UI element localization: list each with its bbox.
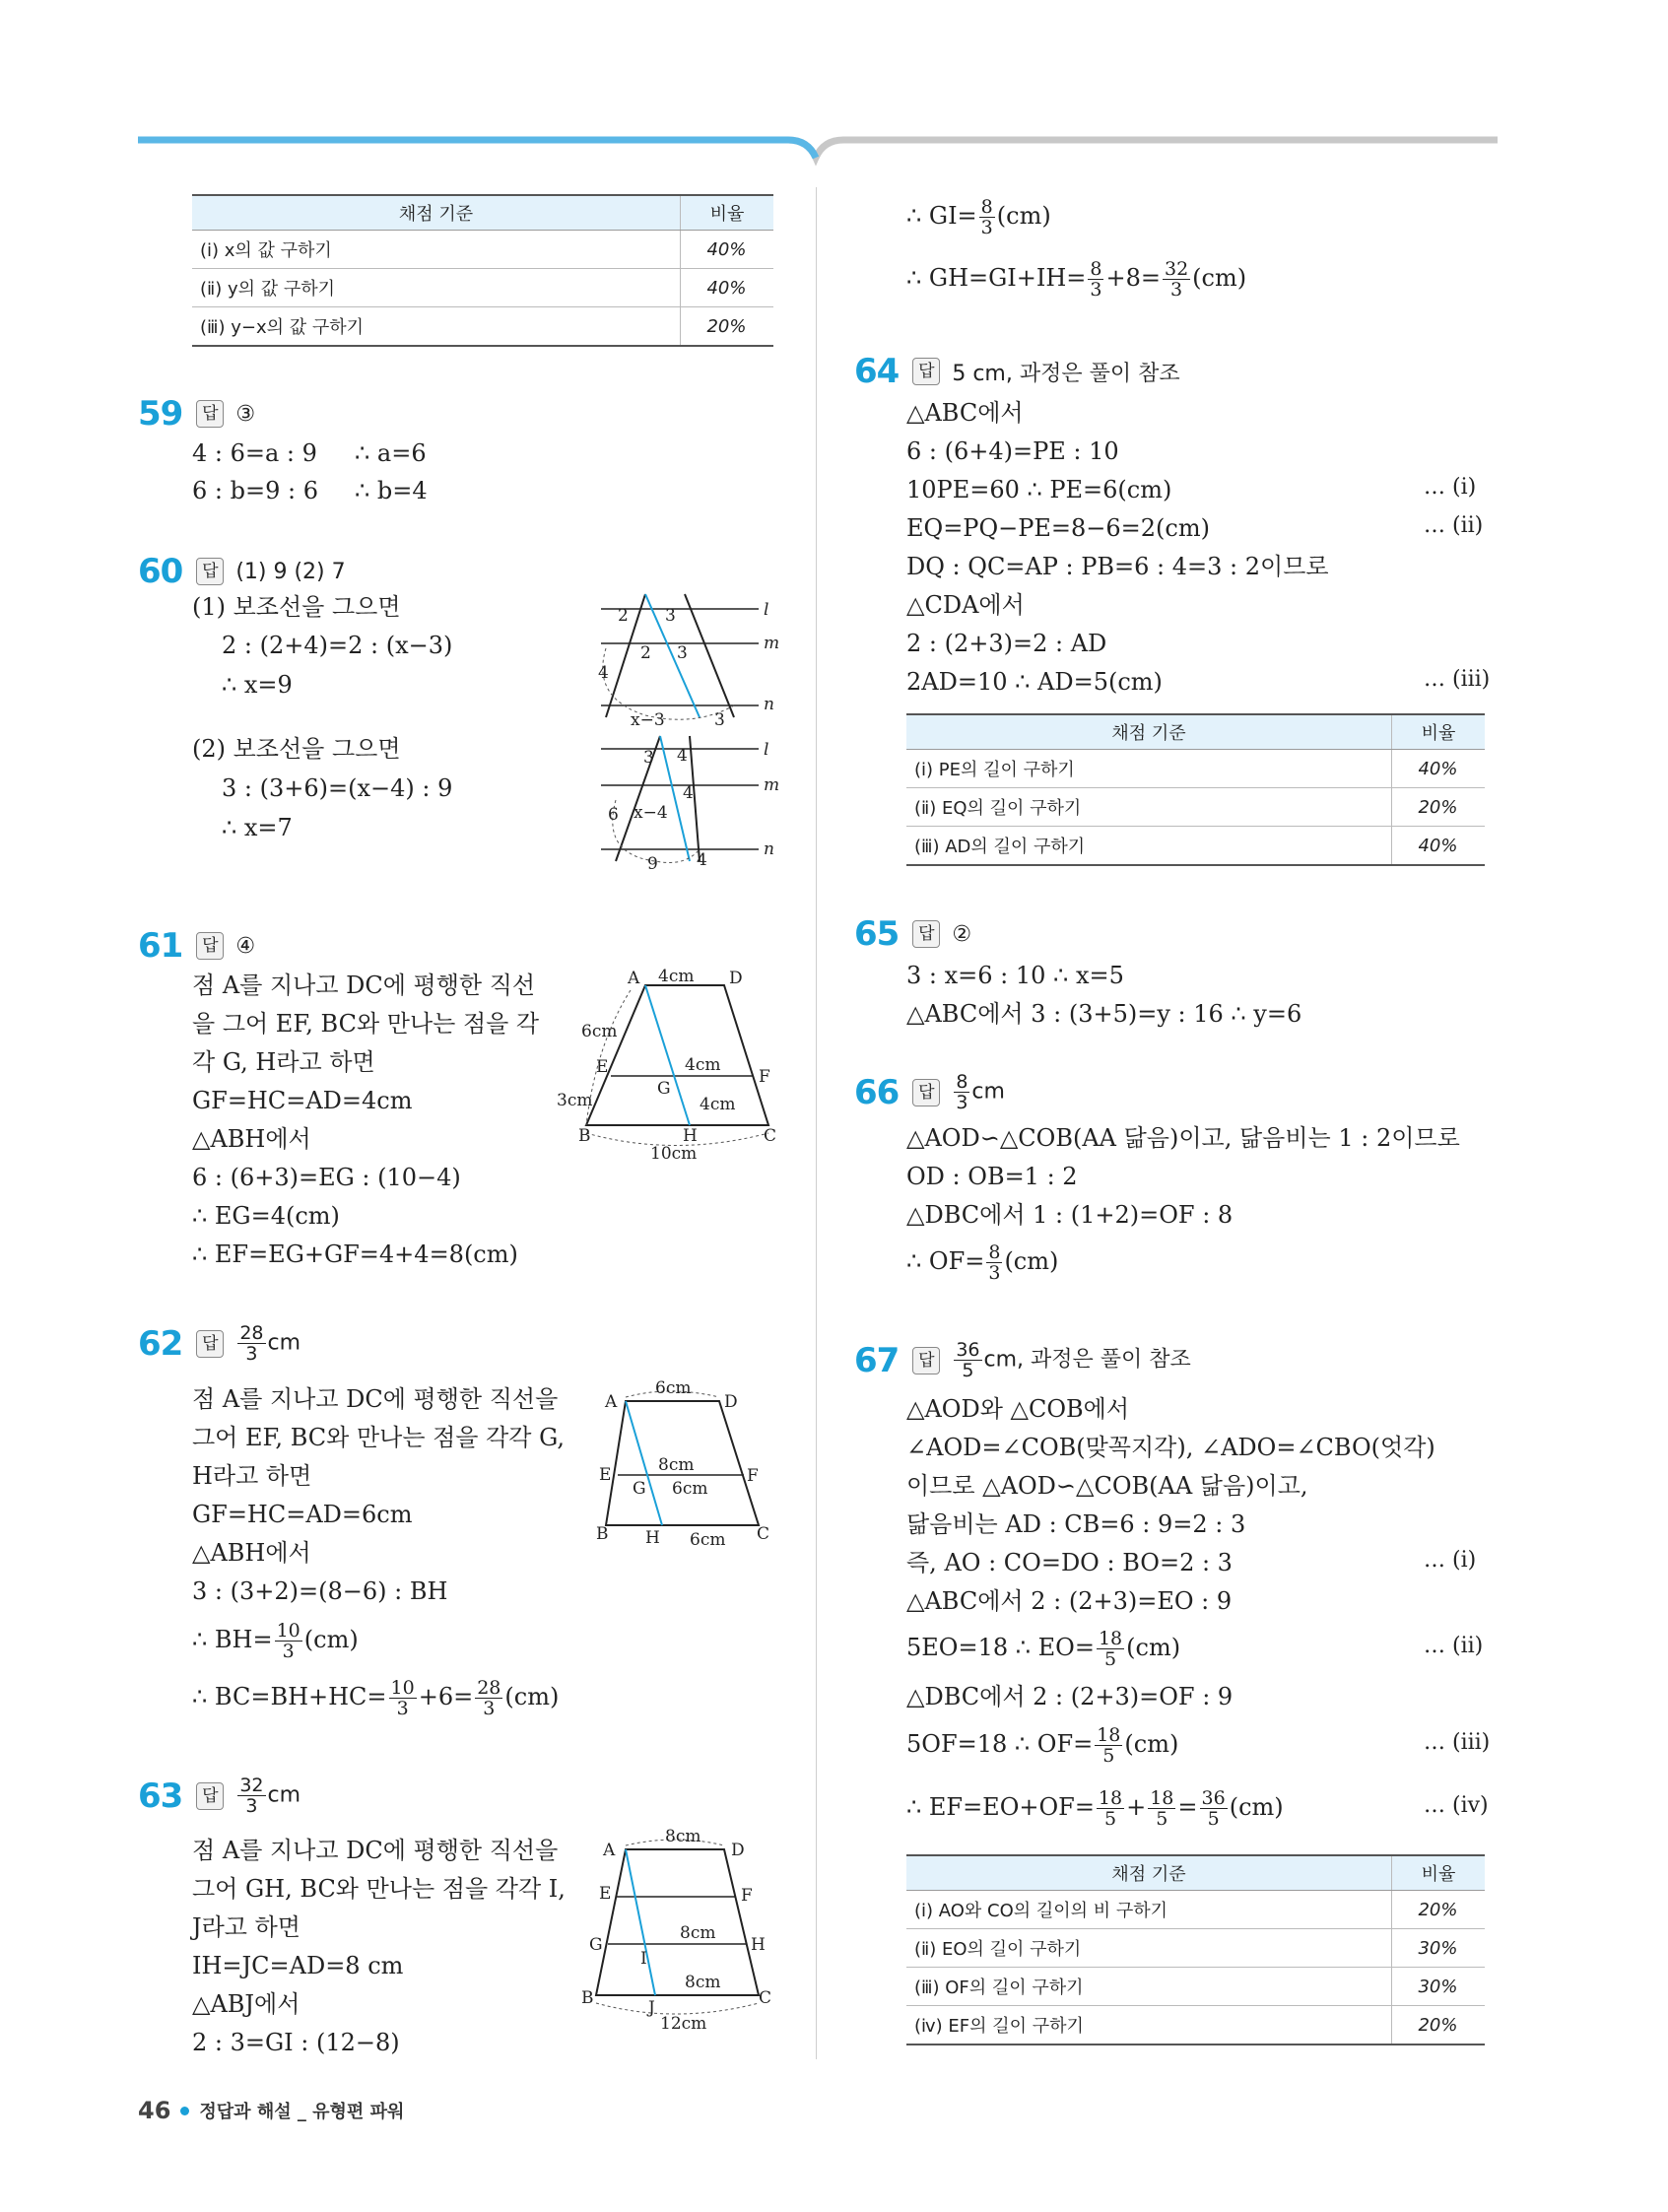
- solution-line: J라고 하면: [192, 1913, 300, 1941]
- svg-text:D: D: [724, 1392, 738, 1412]
- problem-61-header: [138, 926, 255, 966]
- table-header: 채점 기준: [192, 195, 681, 231]
- page-number: 46: [138, 2097, 171, 2124]
- solution-line: △AOD와 △COB에서: [906, 1395, 1130, 1423]
- svg-text:4: 4: [697, 850, 707, 869]
- solution-line: △ABH에서: [192, 1125, 311, 1153]
- svg-text:4cm: 4cm: [658, 967, 695, 986]
- svg-text:A: A: [605, 1392, 618, 1412]
- table-header: 비율: [1392, 1855, 1486, 1891]
- svg-text:A: A: [603, 1841, 616, 1860]
- problem-number: 64: [854, 352, 900, 391]
- svg-text:8cm: 8cm: [665, 1828, 701, 1846]
- table-row: (ⅲ) OF의 길이 구하기 30%: [906, 1968, 1485, 2006]
- table-row: (ⅲ) AD의 길이 구하기 40%: [906, 827, 1485, 866]
- solution-line: ∴ b=4: [355, 477, 428, 504]
- svg-text:x−3: x−3: [631, 710, 665, 727]
- problem-number: 63: [138, 1776, 183, 1816]
- step-mark: … (ⅲ): [1424, 667, 1491, 692]
- step-mark: … (ⅰ): [1424, 1548, 1477, 1573]
- solution-line: △AOD∽△COB(AA 닮음)이고, 닮음비는 1 : 2이므로: [906, 1124, 1460, 1152]
- svg-text:2: 2: [618, 606, 629, 626]
- solution-line: △DBC에서 1 : (1+2)=OF : 8: [906, 1201, 1234, 1229]
- solution-line: 5EO=18 ∴ EO= $\frac{18}{5}$ (cm): [906, 1628, 1181, 1670]
- answer-badge: 답: [912, 920, 940, 948]
- page-footer: [138, 2097, 404, 2124]
- svg-text:H: H: [683, 1126, 698, 1146]
- table-row: (ⅱ) EO의 길이 구하기 30%: [906, 1929, 1485, 1968]
- svg-text:n: n: [764, 695, 774, 714]
- solution-line: (2) 보조선을 그으면: [192, 735, 401, 763]
- svg-text:G: G: [589, 1935, 603, 1955]
- problem-number: 61: [138, 926, 183, 966]
- step-mark: … (ⅰ): [1424, 475, 1477, 500]
- svg-text:l: l: [764, 600, 769, 620]
- solution-line: 2AD=10 ∴ AD=5(cm): [906, 668, 1163, 696]
- answer-badge: 답: [196, 558, 224, 585]
- svg-text:D: D: [731, 1841, 745, 1860]
- svg-text:F: F: [741, 1886, 753, 1906]
- svg-text:x−4: x−4: [634, 803, 668, 823]
- solution-line: 닮음비는 AD : CB=6 : 9=2 : 3: [906, 1510, 1246, 1538]
- problem-number: 67: [854, 1340, 900, 1380]
- svg-text:4: 4: [683, 783, 694, 803]
- solution-line: 6 : (6+4)=PE : 10: [906, 437, 1119, 465]
- solution-line: ∴ OF= $\frac{8}{3}$ (cm): [906, 1241, 1059, 1284]
- solution-line: (1) 보조선을 그으면: [192, 593, 401, 621]
- solution-line: GF=HC=AD=6cm: [192, 1501, 413, 1528]
- solution-line: OD : OB=1 : 2: [906, 1163, 1078, 1190]
- problem-67-header: [854, 1340, 1191, 1380]
- svg-text:l: l: [764, 740, 769, 760]
- step-mark: … (ⅲ): [1424, 1730, 1491, 1755]
- solution-line: DQ : QC=AP : PB=6 : 4=3 : 2이므로: [906, 553, 1329, 580]
- solution-line: EQ=PQ−PE=8−6=2(cm): [906, 514, 1210, 542]
- svg-text:4cm: 4cm: [685, 1055, 721, 1075]
- svg-text:3cm: 3cm: [557, 1091, 593, 1110]
- figure-63: [581, 1828, 788, 2041]
- answer-value: $\frac{32}{3}$ cm: [239, 1775, 301, 1817]
- column-divider: [816, 187, 817, 2059]
- svg-text:12cm: 12cm: [660, 2014, 707, 2034]
- svg-text:C: C: [759, 1988, 772, 2008]
- answer-badge: 답: [196, 400, 224, 428]
- solution-line: 3 : x=6 : 10 ∴ x=5: [906, 962, 1124, 989]
- solution-line: 2 : (2+3)=2 : AD: [906, 630, 1107, 657]
- problem-number: 65: [854, 914, 900, 954]
- figure-60-2: [586, 731, 783, 875]
- solution-line: 즉, AO : CO=DO : BO=2 : 3: [906, 1549, 1233, 1576]
- solution-line: 이므로 △AOD∽△COB(AA 닮음)이고,: [906, 1472, 1308, 1500]
- svg-text:C: C: [764, 1126, 777, 1146]
- svg-text:3: 3: [677, 643, 688, 663]
- svg-text:4: 4: [598, 663, 609, 683]
- table-header: 채점 기준: [906, 714, 1392, 750]
- footer-title: 정답과 해설 _ 유형편 파워: [199, 2102, 405, 2122]
- solution-line: △ABC에서 2 : (2+3)=EO : 9: [906, 1587, 1233, 1615]
- svg-text:B: B: [596, 1524, 609, 1544]
- problem-59-header: [138, 394, 255, 434]
- table-row: (ⅱ) EQ의 길이 구하기 20%: [906, 788, 1485, 827]
- svg-text:A: A: [628, 969, 640, 988]
- problem-62-header: [138, 1323, 300, 1364]
- solution-line: △ABC에서: [906, 399, 1024, 427]
- svg-text:D: D: [729, 969, 743, 988]
- table-header: 비율: [681, 195, 774, 231]
- solution-line: △CDA에서: [906, 591, 1025, 619]
- solution-line: 각 G, H라고 하면: [192, 1048, 375, 1076]
- svg-text:G: G: [633, 1479, 646, 1499]
- svg-text:G: G: [657, 1079, 671, 1099]
- svg-text:J: J: [648, 1998, 655, 2018]
- svg-text:H: H: [751, 1935, 766, 1955]
- answer-value: $\frac{8}{3}$ cm: [956, 1071, 1005, 1113]
- svg-text:4cm: 4cm: [700, 1095, 736, 1114]
- answer-value: ④: [235, 933, 256, 959]
- svg-text:B: B: [581, 1988, 594, 2008]
- solution-line: 그어 GH, BC와 만나는 점을 각각 I,: [192, 1875, 566, 1903]
- solution-line: 4 : 6=a : 9: [192, 439, 317, 467]
- solution-line: 을 그어 EF, BC와 만나는 점을 각: [192, 1010, 540, 1038]
- solution-line: ∴ EF=EO+OF= $\frac{18}{5}$ + $\frac{18}{5}$ = $\frac{36}{5}$ (cm): [906, 1787, 1284, 1830]
- solution-line: 점 A를 지나고 DC에 평행한 직선을: [192, 1837, 559, 1864]
- score-table-67: [906, 1854, 1485, 2045]
- figure-60-1: [586, 589, 783, 733]
- svg-text:3: 3: [643, 748, 654, 768]
- answer-value: 5 cm, 과정은 풀이 참조: [952, 361, 1180, 386]
- solution-line: ∴ x=9: [222, 671, 293, 699]
- solution-line: 3 : (3+2)=(8−6) : BH: [192, 1577, 448, 1605]
- solution-line: ∴ EG=4(cm): [192, 1202, 340, 1230]
- table-row: (ⅰ) PE의 길이 구하기 40%: [906, 750, 1485, 788]
- answer-badge: 답: [912, 358, 940, 385]
- step-mark: … (ⅱ): [1424, 1634, 1484, 1658]
- svg-text:B: B: [578, 1126, 591, 1146]
- svg-text:10cm: 10cm: [650, 1144, 698, 1163]
- solution-line: ∠AOD=∠COB(맞꼭지각), ∠ADO=∠CBO(엇각): [906, 1434, 1435, 1461]
- table-header: 채점 기준: [906, 1855, 1392, 1891]
- solution-line: △ABJ에서: [192, 1990, 300, 2018]
- answer-badge: 답: [912, 1079, 940, 1106]
- answer-value: $\frac{28}{3}$ cm: [239, 1322, 301, 1365]
- problem-60-header: [138, 552, 346, 591]
- answer-value: ③: [235, 401, 256, 427]
- svg-text:6cm: 6cm: [581, 1022, 618, 1041]
- problem-65-header: [854, 914, 971, 954]
- problem-number: 60: [138, 552, 183, 591]
- score-table-58: [192, 194, 773, 347]
- answer-value: $\frac{36}{5}$ cm, 과정은 풀이 참조: [956, 1339, 1191, 1381]
- problem-number: 62: [138, 1323, 183, 1364]
- problem-64-header: [854, 352, 1180, 391]
- svg-text:4: 4: [677, 746, 688, 766]
- svg-text:6cm: 6cm: [672, 1479, 708, 1499]
- svg-text:C: C: [757, 1524, 770, 1544]
- solution-line: 5OF=18 ∴ OF= $\frac{18}{5}$ (cm): [906, 1724, 1179, 1767]
- svg-text:H: H: [645, 1528, 660, 1548]
- svg-text:3: 3: [714, 710, 725, 727]
- svg-text:E: E: [596, 1057, 609, 1077]
- answer-badge: 답: [196, 1330, 224, 1358]
- solution-line: 2 : (2+4)=2 : (x−3): [222, 632, 453, 659]
- solution-line: △DBC에서 2 : (2+3)=OF : 9: [906, 1683, 1234, 1710]
- svg-text:I: I: [640, 1949, 647, 1969]
- problem-63-header: [138, 1776, 300, 1816]
- header-rule: [0, 0, 1668, 177]
- answer-badge: 답: [912, 1347, 940, 1374]
- svg-text:E: E: [599, 1465, 612, 1485]
- solution-line: 2 : 3=GI : (12−8): [192, 2029, 400, 2056]
- solution-line: △ABC에서 3 : (3+5)=y : 16 ∴ y=6: [906, 1000, 1302, 1028]
- bullet-icon: [180, 2107, 189, 2115]
- table-row: (ⅱ) y의 값 구하기 40%: [192, 269, 773, 307]
- solution-line: ∴ BC=BH+HC= $\frac{10}{3}$ +6= $\frac{28}{3}$ (cm): [192, 1677, 560, 1719]
- svg-text:8cm: 8cm: [658, 1455, 695, 1475]
- answer-badge: 답: [196, 1782, 224, 1810]
- solution-line: 10PE=60 ∴ PE=6(cm): [906, 476, 1172, 503]
- figure-61: [557, 966, 783, 1169]
- solution-line: GF=HC=AD=4cm: [192, 1087, 413, 1114]
- score-table-64: [906, 713, 1485, 866]
- table-row: (ⅳ) EF의 길이 구하기 20%: [906, 2006, 1485, 2045]
- answer-value: ②: [952, 921, 972, 947]
- svg-text:m: m: [764, 775, 780, 795]
- solution-line: △ABH에서: [192, 1539, 311, 1567]
- svg-text:3: 3: [665, 606, 676, 626]
- svg-text:F: F: [747, 1466, 759, 1486]
- solution-line: 6 : b=9 : 6: [192, 477, 318, 504]
- solution-line: 3 : (3+6)=(x−4) : 9: [222, 774, 453, 802]
- table-header: 비율: [1392, 714, 1486, 750]
- svg-text:6: 6: [608, 805, 619, 825]
- svg-text:8cm: 8cm: [680, 1923, 716, 1943]
- svg-text:6cm: 6cm: [655, 1379, 692, 1398]
- solution-line: 점 A를 지나고 DC에 평행한 직선: [192, 972, 536, 999]
- problem-66-header: [854, 1072, 1005, 1112]
- svg-text:2: 2: [640, 643, 651, 663]
- svg-text:E: E: [599, 1884, 612, 1904]
- step-mark: … (ⅳ): [1424, 1793, 1489, 1818]
- answer-badge: 답: [196, 932, 224, 960]
- solution-line: H라고 하면: [192, 1462, 312, 1490]
- solution-line: 점 A를 지나고 DC에 평행한 직선을: [192, 1385, 559, 1413]
- table-row: (ⅲ) y−x의 값 구하기 20%: [192, 307, 773, 347]
- svg-text:m: m: [764, 634, 780, 653]
- svg-text:n: n: [764, 839, 774, 859]
- problem-number: 66: [854, 1072, 900, 1112]
- answer-value: (1) 9 (2) 7: [235, 559, 346, 584]
- table-row: (ⅰ) x의 값 구하기 40%: [192, 231, 773, 269]
- problem-number: 59: [138, 394, 183, 434]
- solution-line: IH=JC=AD=8 cm: [192, 1952, 404, 1979]
- figure-62: [591, 1379, 788, 1563]
- solution-line: ∴ GI= $\frac{8}{3}$ (cm): [906, 196, 1051, 238]
- solution-line: 그어 EF, BC와 만나는 점을 각각 G,: [192, 1424, 566, 1451]
- solution-line: ∴ x=7: [222, 814, 293, 841]
- table-row: (ⅰ) AO와 CO의 길이의 비 구하기 20%: [906, 1891, 1485, 1929]
- solution-line: ∴ BH= $\frac{10}{3}$ (cm): [192, 1620, 359, 1662]
- step-mark: … (ⅱ): [1424, 513, 1484, 538]
- solution-line: ∴ GH=GI+IH= $\frac{8}{3}$ +8= $\frac{32}{3}$ (cm): [906, 258, 1247, 301]
- solution-line: ∴ a=6: [355, 439, 427, 467]
- solution-line: 6 : (6+3)=EG : (10−4): [192, 1164, 461, 1191]
- svg-text:F: F: [759, 1067, 770, 1087]
- solution-line: ∴ EF=EG+GF=4+4=8(cm): [192, 1240, 518, 1268]
- svg-text:6cm: 6cm: [690, 1530, 726, 1550]
- svg-text:9: 9: [647, 854, 658, 869]
- svg-text:8cm: 8cm: [685, 1973, 721, 1992]
